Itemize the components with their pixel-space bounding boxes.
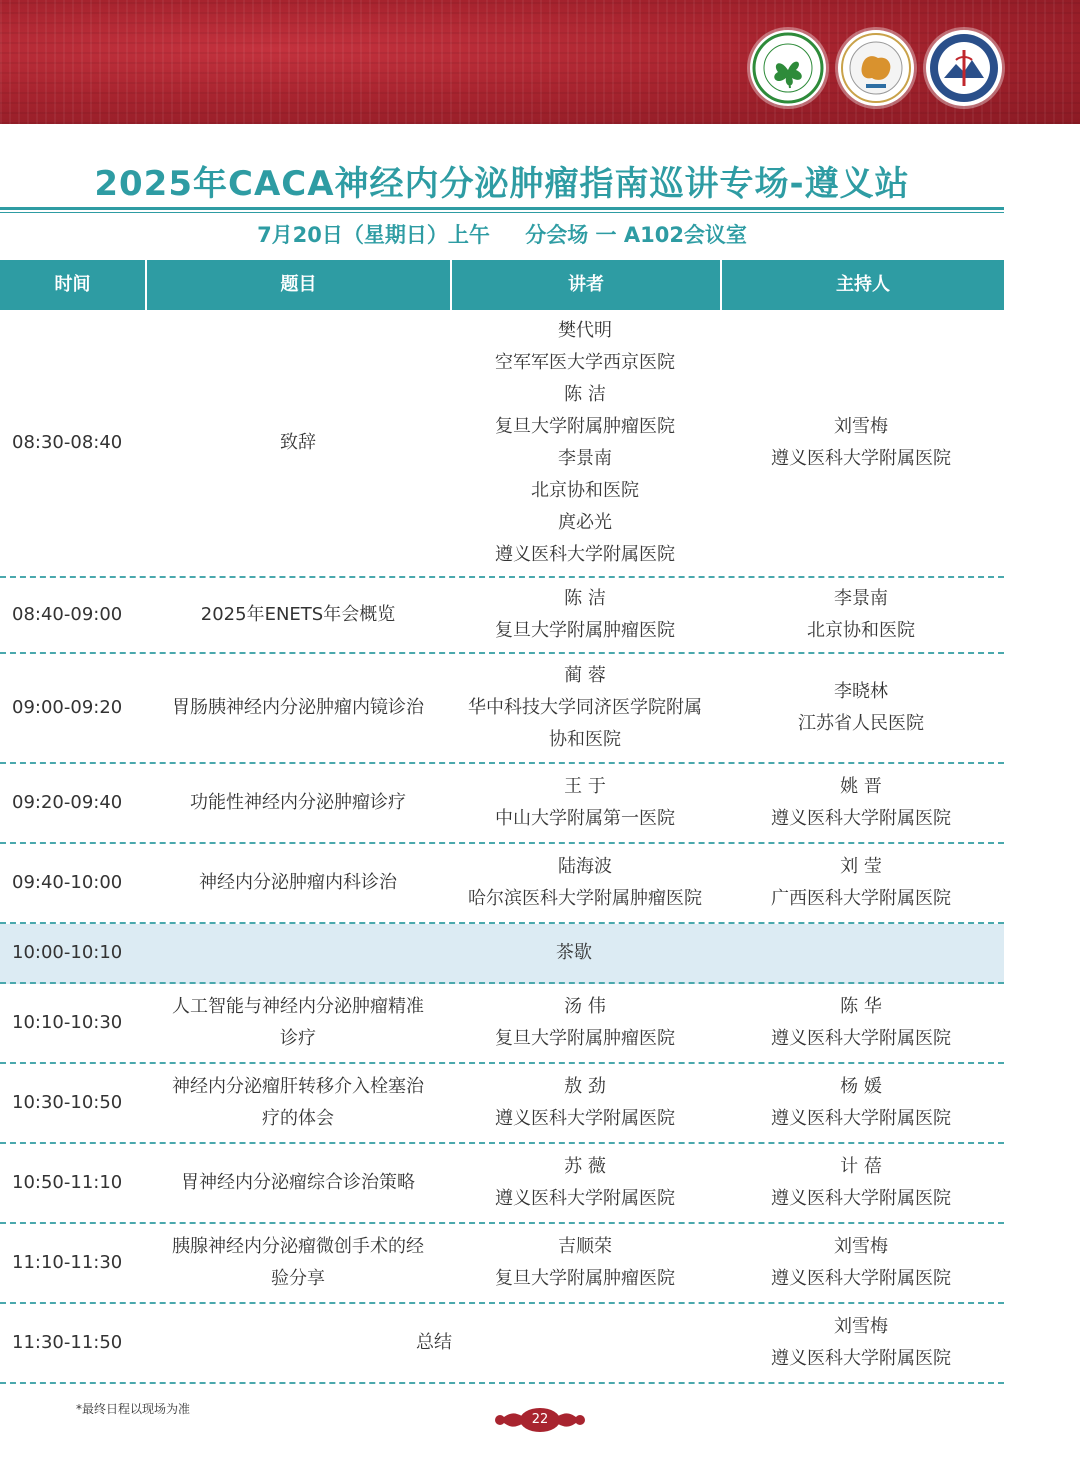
topic-line: 胃肠胰神经内分泌肿瘤内镜诊治 — [172, 697, 424, 718]
speaker-affiliation: 遵义医科大学附属医院 — [495, 544, 675, 565]
host-name: 姚 晋 — [840, 776, 882, 797]
table-row — [0, 844, 1004, 924]
time-cell: 10:30-10:50 — [12, 1092, 123, 1113]
host-name: 刘雪梅 — [834, 1316, 888, 1337]
page-title: 2025年CACA神经内分泌肿瘤指南巡讲专场-遵义站 — [94, 164, 910, 204]
host-name: 刘雪梅 — [834, 1236, 888, 1257]
table-header — [0, 260, 1004, 310]
speaker-affiliation: 华中科技大学同济医学院附属 — [468, 697, 702, 718]
topic-line: 诊疗 — [280, 1028, 316, 1049]
host-affiliation: 遵义医科大学附属医院 — [771, 1348, 951, 1369]
speaker-name: 陈 洁 — [564, 588, 606, 609]
host-cell — [722, 764, 1000, 842]
topic-cell — [148, 1144, 448, 1222]
host-affiliation: 江苏省人民医院 — [798, 713, 924, 734]
table-row — [0, 1224, 1004, 1304]
host-name: 杨 媛 — [840, 1076, 882, 1097]
hospital-logo — [838, 30, 914, 106]
host-name: 李景南 — [834, 588, 888, 609]
speaker-name: 王 于 — [564, 776, 606, 797]
speaker-cell — [450, 764, 720, 842]
speaker-name: 樊代明 — [558, 320, 612, 341]
speaker-cell — [450, 1144, 720, 1222]
topic-cell — [148, 984, 448, 1062]
speaker-affiliation: 哈尔滨医科大学附属肿瘤医院 — [468, 888, 702, 909]
topic-line: 人工智能与神经内分泌肿瘤精准 — [172, 996, 424, 1017]
speaker-name: 吉顺荣 — [558, 1236, 612, 1257]
speaker-affiliation: 复旦大学附属肿瘤医院 — [495, 1028, 675, 1049]
time-cell: 10:50-11:10 — [12, 1172, 123, 1193]
topic-line: 功能性神经内分泌肿瘤诊疗 — [190, 792, 406, 813]
host-cell — [722, 1064, 1000, 1142]
time-cell: 10:00-10:10 — [12, 942, 123, 963]
time-cell: 09:00-09:20 — [12, 697, 123, 718]
speaker-affiliation: 中山大学附属第一医院 — [495, 808, 675, 829]
host-cell — [722, 984, 1000, 1062]
table-row — [0, 764, 1004, 844]
time-cell: 11:30-11:50 — [12, 1332, 123, 1353]
speaker-affiliation: 协和医院 — [549, 729, 621, 750]
speaker-name: 陆海波 — [558, 856, 612, 877]
speaker-cell — [450, 1064, 720, 1142]
speaker-name: 汤 伟 — [564, 996, 606, 1017]
table-row — [0, 1064, 1004, 1144]
speaker-affiliation: 遵义医科大学附属医院 — [495, 1188, 675, 1209]
table-row — [0, 578, 1004, 654]
host-affiliation: 遵义医科大学附属医院 — [771, 808, 951, 829]
header-banner — [0, 0, 1080, 124]
host-affiliation: 遵义医科大学附属医院 — [771, 1108, 951, 1129]
topic-line: 神经内分泌肿瘤内科诊治 — [199, 872, 397, 893]
host-cell — [722, 1224, 1000, 1302]
topic-cell — [148, 1064, 448, 1142]
table-row — [0, 654, 1004, 764]
break-row — [0, 924, 1004, 984]
topic-line: 致辞 — [280, 432, 316, 453]
host-affiliation: 北京协和医院 — [807, 620, 915, 641]
speaker-name: 蔺 蓉 — [564, 665, 606, 686]
university-logo — [926, 30, 1002, 106]
table-row — [0, 1304, 1004, 1384]
speaker-cell — [450, 578, 720, 652]
speaker-name: 苏 薇 — [564, 1156, 606, 1177]
speaker-affiliation: 复旦大学附属肿瘤医院 — [495, 620, 675, 641]
host-affiliation: 广西医科大学附属医院 — [771, 888, 951, 909]
column-header-speaker: 讲者 — [568, 274, 604, 295]
host-name: 李晓林 — [834, 681, 888, 702]
host-name: 刘 莹 — [840, 856, 882, 877]
page-number: 22 — [531, 1412, 549, 1427]
time-cell: 08:30-08:40 — [12, 432, 123, 453]
host-cell — [722, 1304, 1000, 1382]
time-cell: 10:10-10:30 — [12, 1012, 123, 1033]
host-cell — [722, 844, 1000, 922]
title-divider — [0, 207, 1004, 210]
session-date: 7月20日（星期日）上午 — [257, 223, 490, 247]
table-row — [0, 1144, 1004, 1224]
host-cell — [722, 578, 1000, 652]
table-row — [0, 984, 1004, 1064]
topic-line: 神经内分泌瘤肝转移介入栓塞治 — [172, 1076, 424, 1097]
topic-cell — [148, 1224, 448, 1302]
host-affiliation: 遵义医科大学附属医院 — [771, 448, 951, 469]
topic-cell — [148, 654, 448, 762]
footnote: *最终日程以现场为准 — [76, 1402, 191, 1416]
host-name: 陈 华 — [840, 996, 882, 1017]
table-row — [0, 310, 1004, 578]
topic-line: 2025年ENETS年会概览 — [200, 604, 396, 625]
speaker-affiliation: 复旦大学附属肿瘤医院 — [495, 1268, 675, 1289]
speaker-cell — [450, 1224, 720, 1302]
speaker-affiliation: 空军军医大学西京医院 — [495, 352, 675, 373]
speaker-cell — [450, 310, 720, 576]
host-name: 刘雪梅 — [834, 416, 888, 437]
host-cell — [722, 1144, 1000, 1222]
speaker-name: 李景南 — [558, 448, 612, 469]
session-info — [0, 219, 1004, 249]
host-affiliation: 遵义医科大学附属医院 — [771, 1188, 951, 1209]
speaker-name: 敖 劲 — [564, 1076, 606, 1097]
break-label: 茶歇 — [556, 942, 592, 963]
host-affiliation: 遵义医科大学附属医院 — [771, 1268, 951, 1289]
speaker-cell — [450, 844, 720, 922]
topic-cell — [148, 578, 448, 652]
topic-cell — [148, 844, 448, 922]
time-cell: 09:40-10:00 — [12, 872, 123, 893]
time-cell: 08:40-09:00 — [12, 604, 123, 625]
time-cell: 09:20-09:40 — [12, 792, 123, 813]
session-venue: 分会场 一 A102会议室 — [525, 223, 747, 247]
column-header-host: 主持人 — [836, 274, 890, 295]
topic-line: 疗的体会 — [262, 1108, 334, 1129]
association-logo — [750, 30, 826, 106]
speaker-name: 陈 洁 — [564, 384, 606, 405]
time-cell: 11:10-11:30 — [12, 1252, 123, 1273]
title-divider-thin — [0, 212, 1004, 213]
speaker-cell — [450, 984, 720, 1062]
topic-line: 胰腺神经内分泌瘤微创手术的经 — [172, 1236, 424, 1257]
column-header-time: 时间 — [54, 274, 91, 295]
topic-line: 验分享 — [271, 1268, 325, 1289]
speaker-cell — [450, 654, 720, 762]
host-cell — [722, 310, 1000, 576]
topic-cell — [148, 764, 448, 842]
topic-line: 胃神经内分泌瘤综合诊治策略 — [181, 1172, 415, 1193]
column-header-topic: 题目 — [280, 274, 317, 295]
speaker-affiliation: 北京协和医院 — [531, 480, 639, 501]
speaker-name: 庹必光 — [558, 512, 612, 533]
speaker-affiliation: 遵义医科大学附属医院 — [495, 1108, 675, 1129]
host-cell — [722, 654, 1000, 762]
topic-cell — [148, 310, 448, 576]
host-name: 计 蓓 — [840, 1156, 882, 1177]
speaker-affiliation: 复旦大学附属肿瘤医院 — [495, 416, 675, 437]
summary-label: 总结 — [416, 1332, 452, 1353]
host-affiliation: 遵义医科大学附属医院 — [771, 1028, 951, 1049]
